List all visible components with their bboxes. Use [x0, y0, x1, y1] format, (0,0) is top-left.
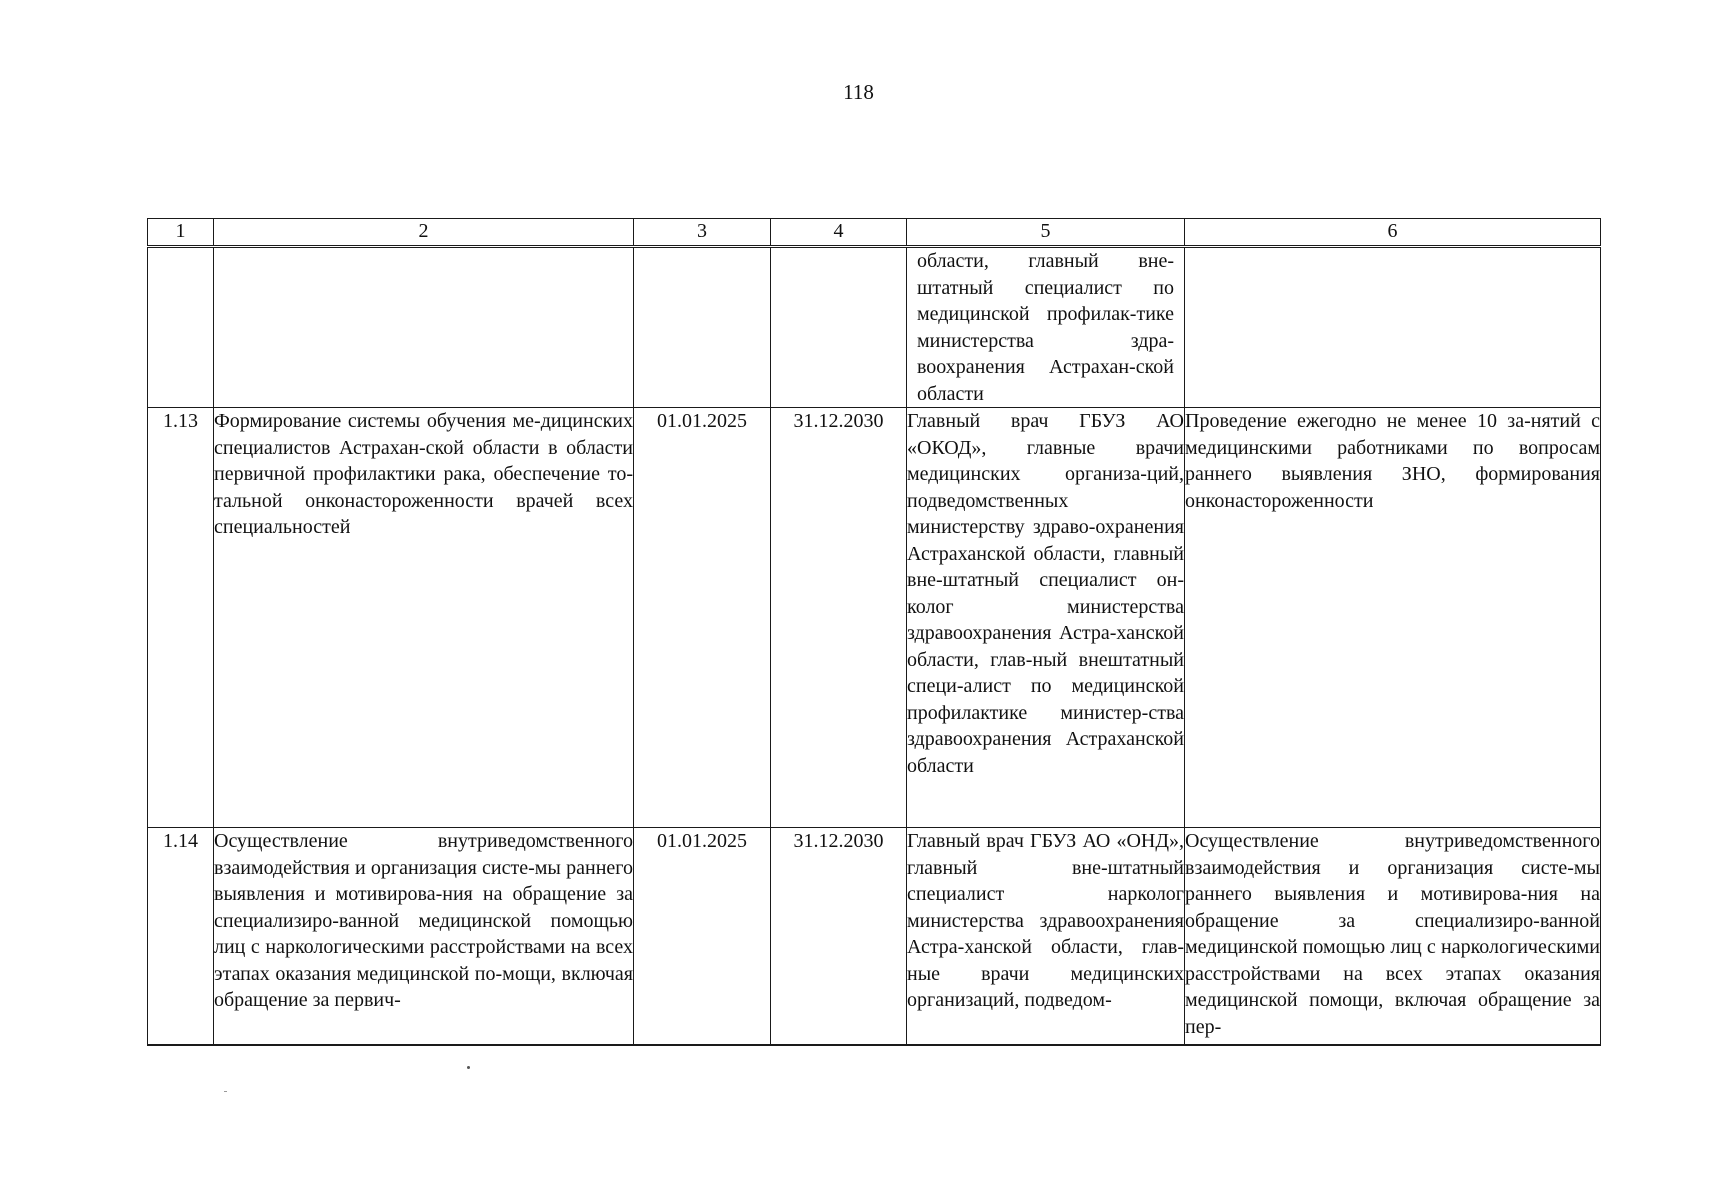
header-col-3: 3 — [634, 219, 771, 247]
row-number: 1.13 — [148, 408, 214, 828]
expected-result — [1185, 247, 1601, 408]
start-date: 01.01.2025 — [634, 408, 771, 828]
responsible: области, главный вне-штатный специалист по медицинской профилак-тике министерства здра-воохранения Астрахан-ской области — [907, 247, 1185, 408]
activity-name — [214, 247, 634, 408]
expected-result: Осуществление внутриведомственного взаимодействия и организация систе-мы раннего выявления и мотивирова-ния на обращение за специализиро-ванной медицинской помощью лиц с наркологическими расстройствами на всех этапах оказания медицинской помощи, включая обращение за пер- — [1185, 828, 1601, 1045]
end-date: 31.12.2030 — [771, 408, 907, 828]
scan-artifact-mark — [224, 1091, 227, 1092]
plan-table — [147, 218, 1601, 1046]
row-number — [148, 247, 214, 408]
table-row — [148, 828, 1601, 1045]
header-col-6: 6 — [1185, 219, 1601, 247]
header-col-5: 5 — [907, 219, 1185, 247]
expected-result: Проведение ежегодно не менее 10 за-нятий с медицинскими работниками по вопросам раннего выявления ЗНО, формирования онконастороженности — [1185, 408, 1601, 828]
table-row — [148, 247, 1601, 408]
scan-artifact-dot — [467, 1066, 470, 1069]
responsible: Главный врач ГБУЗ АО «ОНД», главный вне-штатный специалист нарколог министерства здравоохранения Астра-ханской области, глав-ные врачи медицинских организаций, подведом- — [907, 828, 1185, 1045]
page-number: 118 — [843, 80, 874, 104]
start-date: 01.01.2025 — [634, 828, 771, 1045]
start-date — [634, 247, 771, 408]
header-col-1: 1 — [148, 219, 214, 247]
header-row — [148, 219, 1601, 247]
responsible: Главный врач ГБУЗ АО «ОКОД», главные врачи медицинских организа-ций, подведомственных министерству здраво-охранения Астраханской области, главный вне-штатный специалист он-колог министерства здравоохранения Астра-ханской области, глав-ный внештатный специ-алист по медицинской профилактике министер-ства здравоохранения Астраханской области — [907, 408, 1185, 828]
table-row — [148, 408, 1601, 828]
header-col-4: 4 — [771, 219, 907, 247]
end-date — [771, 247, 907, 408]
row-number: 1.14 — [148, 828, 214, 1045]
header-col-2: 2 — [214, 219, 634, 247]
activity-name: Осуществление внутриведомственного взаимодействия и организация систе-мы раннего выявления и мотивирова-ния на обращение за специализиро-ванной медицинской помощью лиц с наркологическими расстройствами на всех этапах оказания медицинской по-мощи, включая обращение за первич- — [214, 828, 634, 1045]
activity-name: Формирование системы обучения ме-дицинских специалистов Астрахан-ской области в области первичной профилактики рака, обеспечение то-тальной онконастороженности врачей всех специальностей — [214, 408, 634, 828]
end-date: 31.12.2030 — [771, 828, 907, 1045]
